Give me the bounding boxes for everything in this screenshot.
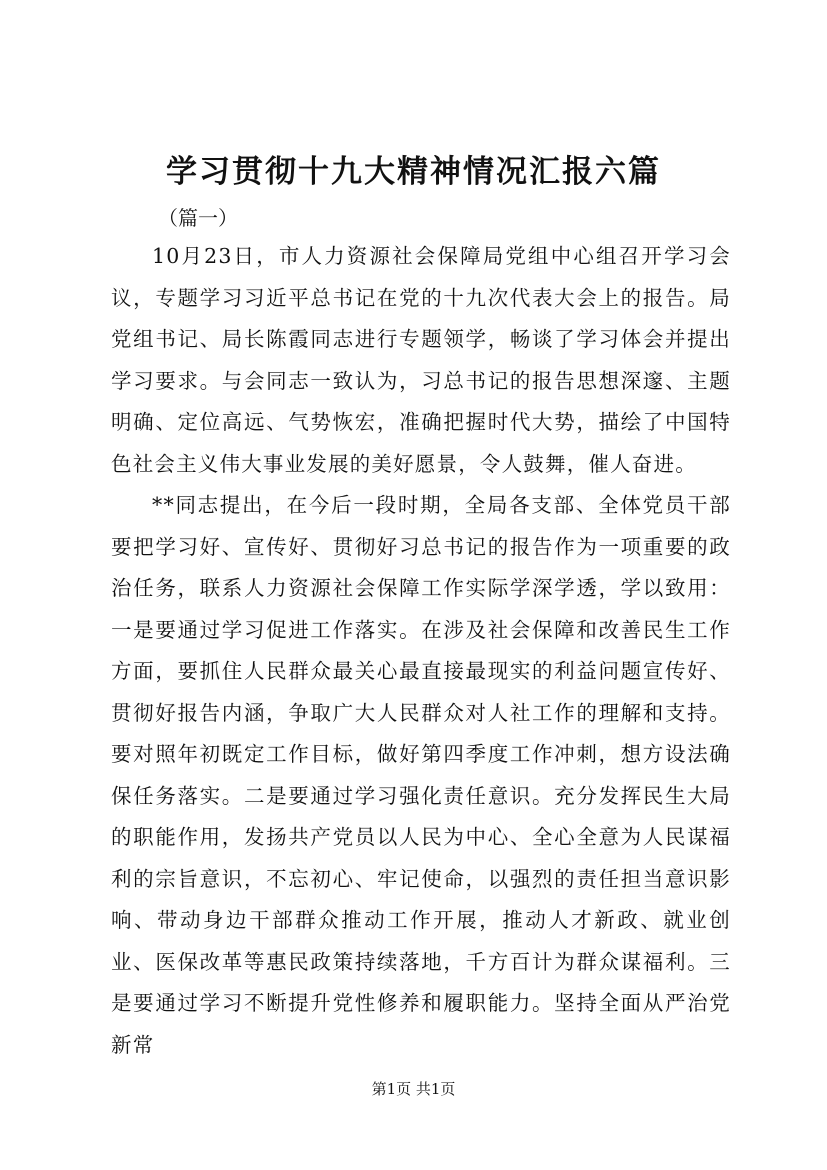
paragraph-2: **同志提出，在今后一段时期，全局各支部、全体党员干部要把学习好、宣传好、贯彻好习总书记的报告作为一项重要的政治任务，联系人力资源社会保障工作实际学深学透，学以致用：一是要通过学习促进工作落实。在涉及社会保障和改善民生工作方面，要抓住人民群众最关心最直接最现实的利益问题宣传好、贯彻好报告内涵，争取广大人民群众对人社工作的理解和支持。要对照年初既定工作目标，做好第四季度工作冲刺，想方设法确保任务落实。二是要通过学习强化责任意识。充分发挥民生大局的职能作用，发扬共产党员以人民为中心、全心全意为人民谋福利的宗旨意识，不忘初心、牢记使命，以强烈的责任担当意识影响、带动身边干部群众推动工作开展，推动人才新政、就业创业、医保改革等惠民政策持续落地，千方百计为群众谋福利。三是要通过学习不断提升党性修养和履职能力。坚持全面从严治党新常 [111, 493, 731, 1057]
document-title: 学习贯彻十九大精神情况汇报六篇 [166, 154, 661, 190]
section-label: （篇一） [158, 206, 238, 230]
paragraph-1: 10月23日，市人力资源社会保障局党组中心组召开学习会议，专题学习习近平总书记在党的十九次代表大会上的报告。局党组书记、局长陈霞同志进行专题领学，畅谈了学习体会并提出学习要求。与会同志一致认为，习总书记的报告思想深邃、主题明确、定位高远、气势恢宏，准确把握时代大势，描绘了中国特色社会主义伟大事业发展的美好愿景，令人鼓舞，催人奋进。 [111, 244, 731, 476]
document-body [111, 236, 731, 1066]
page-footer: 第1页 共1页 [371, 1080, 456, 1098]
